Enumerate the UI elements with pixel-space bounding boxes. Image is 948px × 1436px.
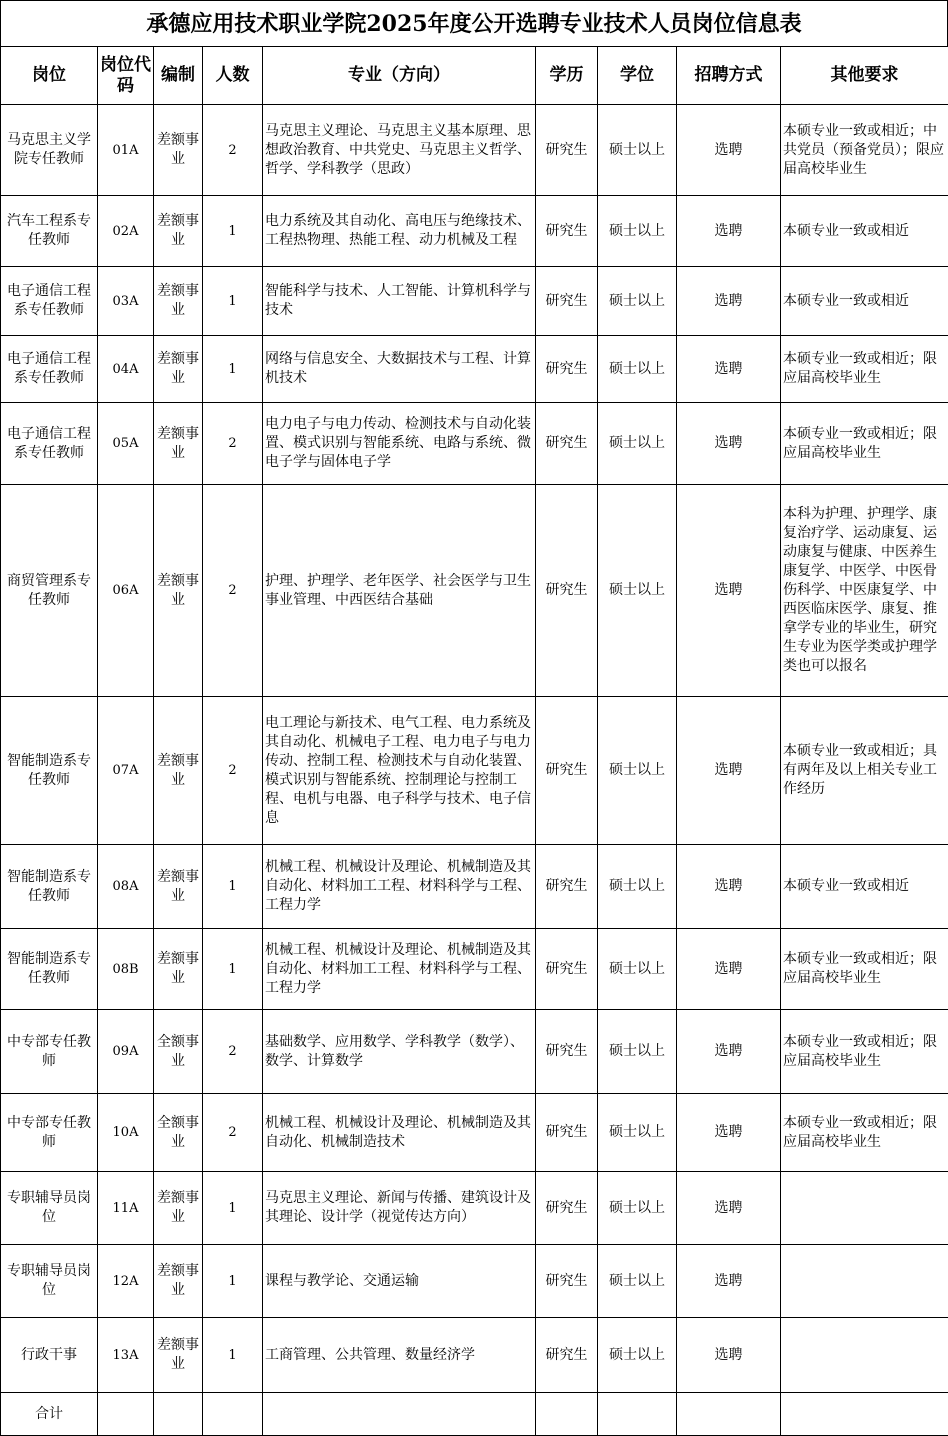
edu-cell: 研究生: [536, 1010, 598, 1094]
edu-cell: 研究生: [536, 697, 598, 845]
type-cell: 差额事业: [154, 845, 203, 929]
edu-cell: 研究生: [536, 196, 598, 267]
degree-cell: 硕士以上: [598, 929, 677, 1010]
code-cell: 07A: [98, 697, 154, 845]
type-cell: 差额事业: [154, 403, 203, 485]
degree-cell: 硕士以上: [598, 1245, 677, 1318]
code-cell: 08B: [98, 929, 154, 1010]
table-row: [1, 1094, 948, 1172]
major-cell: 机械工程、机械设计及理论、机械制造及其自动化、机械制造技术: [263, 1094, 536, 1172]
num-cell: 2: [203, 403, 263, 485]
page-title: 承德应用技术职业学院2025年度公开选聘专业技术人员岗位信息表: [0, 0, 948, 46]
num-cell: 2: [203, 697, 263, 845]
degree-cell: 硕士以上: [598, 336, 677, 403]
code-cell: 08A: [98, 845, 154, 929]
header-major: 专业（方向）: [263, 47, 536, 105]
method-cell: 选聘: [677, 196, 781, 267]
type-cell: 差额事业: [154, 929, 203, 1010]
total-empty-cell: [781, 1393, 948, 1436]
degree-cell: 硕士以上: [598, 697, 677, 845]
post-cell: 商贸管理系专任教师: [1, 485, 98, 697]
other-cell: 本科为护理、护理学、康复治疗学、运动康复、运动康复与健康、中医养生康复学、中医学、中医骨伤科学、中医康复学、中西医临床医学、康复、推拿学专业的毕业生，研究生专业为医学类或护理学类也可以报名: [781, 485, 948, 697]
table-row: [1, 1318, 948, 1393]
table-row: [1, 929, 948, 1010]
num-cell: 2: [203, 105, 263, 196]
major-cell: 电力电子与电力传动、检测技术与自动化装置、模式识别与智能系统、电路与系统、微电子学与固体电子学: [263, 403, 536, 485]
method-cell: 选聘: [677, 1010, 781, 1094]
type-cell: 差额事业: [154, 336, 203, 403]
total-row: [1, 1393, 948, 1436]
type-cell: 差额事业: [154, 105, 203, 196]
type-cell: 差额事业: [154, 196, 203, 267]
num-cell: 1: [203, 267, 263, 336]
method-cell: 选聘: [677, 1245, 781, 1318]
edu-cell: 研究生: [536, 1245, 598, 1318]
major-cell: 机械工程、机械设计及理论、机械制造及其自动化、材料加工工程、材料科学与工程、工程力学: [263, 845, 536, 929]
total-empty-cell: [154, 1393, 203, 1436]
num-cell: 1: [203, 196, 263, 267]
code-cell: 01A: [98, 105, 154, 196]
post-cell: 行政干事: [1, 1318, 98, 1393]
edu-cell: 研究生: [536, 267, 598, 336]
type-cell: 差额事业: [154, 485, 203, 697]
table-row: [1, 1010, 948, 1094]
num-cell: 1: [203, 929, 263, 1010]
post-cell: 电子通信工程系专任教师: [1, 403, 98, 485]
type-cell: 差额事业: [154, 1172, 203, 1245]
table-row: [1, 105, 948, 196]
num-cell: 2: [203, 485, 263, 697]
total-empty-cell: [677, 1393, 781, 1436]
header-type: 编制: [154, 47, 203, 105]
edu-cell: 研究生: [536, 1318, 598, 1393]
method-cell: 选聘: [677, 929, 781, 1010]
positions-table: [0, 46, 948, 1436]
code-cell: 06A: [98, 485, 154, 697]
other-cell: [781, 1318, 948, 1393]
degree-cell: 硕士以上: [598, 1318, 677, 1393]
num-cell: 1: [203, 1245, 263, 1318]
edu-cell: 研究生: [536, 336, 598, 403]
other-cell: 本硕专业一致或相近；中共党员（预备党员）；限应届高校毕业生: [781, 105, 948, 196]
post-cell: 汽车工程系专任教师: [1, 196, 98, 267]
other-cell: 本硕专业一致或相近；具有两年及以上相关专业工作经历: [781, 697, 948, 845]
type-cell: 差额事业: [154, 697, 203, 845]
major-cell: 马克思主义理论、新闻与传播、建筑设计及其理论、设计学（视觉传达方向）: [263, 1172, 536, 1245]
method-cell: 选聘: [677, 845, 781, 929]
total-label: 合计: [1, 1393, 98, 1436]
num-cell: 1: [203, 1318, 263, 1393]
header-method: 招聘方式: [677, 47, 781, 105]
num-cell: 1: [203, 1172, 263, 1245]
other-cell: 本硕专业一致或相近；限应届高校毕业生: [781, 403, 948, 485]
header-post: 岗位: [1, 47, 98, 105]
other-cell: 本硕专业一致或相近；限应届高校毕业生: [781, 336, 948, 403]
method-cell: 选聘: [677, 697, 781, 845]
type-cell: 全额事业: [154, 1094, 203, 1172]
num-cell: 1: [203, 845, 263, 929]
other-cell: [781, 1245, 948, 1318]
edu-cell: 研究生: [536, 485, 598, 697]
other-cell: [781, 1172, 948, 1245]
degree-cell: 硕士以上: [598, 403, 677, 485]
degree-cell: 硕士以上: [598, 1172, 677, 1245]
method-cell: 选聘: [677, 1172, 781, 1245]
major-cell: 智能科学与技术、人工智能、计算机科学与技术: [263, 267, 536, 336]
num-cell: 2: [203, 1010, 263, 1094]
table-row: [1, 1172, 948, 1245]
code-cell: 04A: [98, 336, 154, 403]
header-num: 人数: [203, 47, 263, 105]
method-cell: 选聘: [677, 336, 781, 403]
degree-cell: 硕士以上: [598, 1094, 677, 1172]
table-row: [1, 196, 948, 267]
degree-cell: 硕士以上: [598, 267, 677, 336]
major-cell: 护理、护理学、老年医学、社会医学与卫生事业管理、中西医结合基础: [263, 485, 536, 697]
code-cell: 02A: [98, 196, 154, 267]
header-row: [1, 47, 948, 105]
post-cell: 中专部专任教师: [1, 1010, 98, 1094]
code-cell: 12A: [98, 1245, 154, 1318]
table-row: [1, 1245, 948, 1318]
degree-cell: 硕士以上: [598, 196, 677, 267]
header-code: 岗位代码: [98, 47, 154, 105]
method-cell: 选聘: [677, 1318, 781, 1393]
type-cell: 差额事业: [154, 1318, 203, 1393]
method-cell: 选聘: [677, 105, 781, 196]
total-empty-cell: [203, 1393, 263, 1436]
degree-cell: 硕士以上: [598, 845, 677, 929]
other-cell: 本硕专业一致或相近: [781, 196, 948, 267]
code-cell: 09A: [98, 1010, 154, 1094]
post-cell: 专职辅导员岗位: [1, 1245, 98, 1318]
degree-cell: 硕士以上: [598, 105, 677, 196]
num-cell: 2: [203, 1094, 263, 1172]
type-cell: 差额事业: [154, 267, 203, 336]
table-row: [1, 845, 948, 929]
post-cell: 智能制造系专任教师: [1, 929, 98, 1010]
method-cell: 选聘: [677, 403, 781, 485]
code-cell: 05A: [98, 403, 154, 485]
post-cell: 智能制造系专任教师: [1, 845, 98, 929]
major-cell: 电力系统及其自动化、高电压与绝缘技术、工程热物理、热能工程、动力机械及工程: [263, 196, 536, 267]
table-row: [1, 267, 948, 336]
header-degree: 学位: [598, 47, 677, 105]
edu-cell: 研究生: [536, 845, 598, 929]
total-empty-cell: [536, 1393, 598, 1436]
type-cell: 全额事业: [154, 1010, 203, 1094]
code-cell: 11A: [98, 1172, 154, 1245]
post-cell: 电子通信工程系专任教师: [1, 336, 98, 403]
major-cell: 电工理论与新技术、电气工程、电力系统及其自动化、机械电子工程、电力电子与电力传动、控制工程、检测技术与自动化装置、模式识别与智能系统、控制理论与控制工程、电机与电器、电子科学与技术、电子信息: [263, 697, 536, 845]
post-cell: 中专部专任教师: [1, 1094, 98, 1172]
code-cell: 03A: [98, 267, 154, 336]
major-cell: 工商管理、公共管理、数量经济学: [263, 1318, 536, 1393]
method-cell: 选聘: [677, 1094, 781, 1172]
major-cell: 课程与教学论、交通运输: [263, 1245, 536, 1318]
other-cell: 本硕专业一致或相近: [781, 267, 948, 336]
degree-cell: 硕士以上: [598, 1010, 677, 1094]
edu-cell: 研究生: [536, 105, 598, 196]
major-cell: 机械工程、机械设计及理论、机械制造及其自动化、材料加工工程、材料科学与工程、工程力学: [263, 929, 536, 1010]
table-row: [1, 403, 948, 485]
edu-cell: 研究生: [536, 403, 598, 485]
method-cell: 选聘: [677, 485, 781, 697]
degree-cell: 硕士以上: [598, 485, 677, 697]
post-cell: 马克思主义学院专任教师: [1, 105, 98, 196]
post-cell: 专职辅导员岗位: [1, 1172, 98, 1245]
edu-cell: 研究生: [536, 1172, 598, 1245]
major-cell: 网络与信息安全、大数据技术与工程、计算机技术: [263, 336, 536, 403]
total-empty-cell: [598, 1393, 677, 1436]
other-cell: 本硕专业一致或相近: [781, 845, 948, 929]
code-cell: 13A: [98, 1318, 154, 1393]
code-cell: 10A: [98, 1094, 154, 1172]
total-empty-cell: [98, 1393, 154, 1436]
header-other: 其他要求: [781, 47, 948, 105]
other-cell: 本硕专业一致或相近；限应届高校毕业生: [781, 1094, 948, 1172]
header-edu: 学历: [536, 47, 598, 105]
edu-cell: 研究生: [536, 1094, 598, 1172]
edu-cell: 研究生: [536, 929, 598, 1010]
other-cell: 本硕专业一致或相近；限应届高校毕业生: [781, 1010, 948, 1094]
total-empty-cell: [263, 1393, 536, 1436]
table-row: [1, 336, 948, 403]
major-cell: 基础数学、应用数学、学科教学（数学）、数学、计算数学: [263, 1010, 536, 1094]
table-row: [1, 697, 948, 845]
table-row: [1, 485, 948, 697]
method-cell: 选聘: [677, 267, 781, 336]
num-cell: 1: [203, 336, 263, 403]
other-cell: 本硕专业一致或相近；限应届高校毕业生: [781, 929, 948, 1010]
post-cell: 智能制造系专任教师: [1, 697, 98, 845]
post-cell: 电子通信工程系专任教师: [1, 267, 98, 336]
major-cell: 马克思主义理论、马克思主义基本原理、思想政治教育、中共党史、马克思主义哲学、哲学、学科教学（思政）: [263, 105, 536, 196]
type-cell: 差额事业: [154, 1245, 203, 1318]
